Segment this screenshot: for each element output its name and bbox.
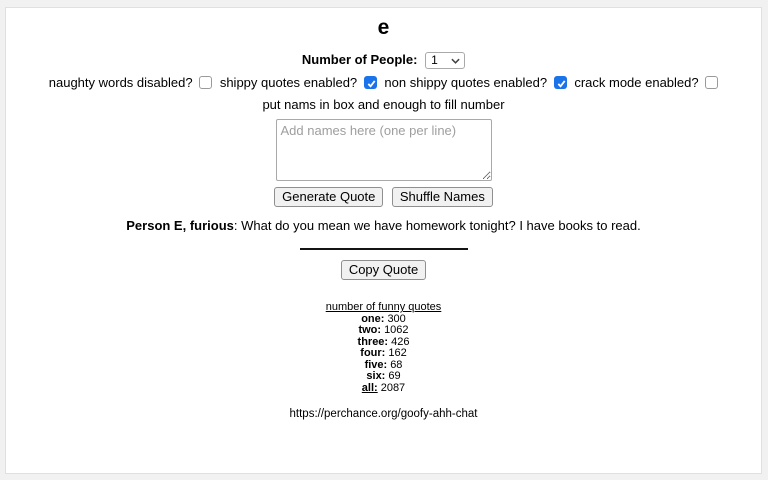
- stat-value: 69: [388, 370, 401, 383]
- quote-message: : What do you mean we have homework tonight? I have books to read.: [233, 218, 641, 234]
- stat-value: 1062: [384, 324, 409, 337]
- option-non-shippy-quotes: [384, 74, 566, 91]
- names-input-row: [6, 113, 761, 186]
- stat-label: four:: [360, 347, 386, 360]
- option-crack-mode: [574, 74, 718, 91]
- stat-label: one:: [361, 312, 385, 325]
- hint-text: put nams in box and enough to fill number: [262, 97, 505, 113]
- footer-url: https://perchance.org/goofy-ahh-chat: [289, 408, 478, 421]
- people-row: [6, 51, 761, 69]
- stat-row-all: [6, 383, 761, 395]
- action-buttons-row: [6, 187, 761, 207]
- quote-output: [6, 218, 761, 234]
- copy-row: [6, 260, 761, 280]
- option-label: non shippy quotes enabled?: [384, 75, 548, 91]
- stat-value: 68: [390, 358, 403, 371]
- quote-stats: [6, 302, 761, 394]
- stat-value: 300: [387, 312, 406, 325]
- naughty-words-checkbox[interactable]: [199, 76, 212, 89]
- names-input[interactable]: [276, 119, 492, 181]
- stat-label: six:: [366, 370, 386, 383]
- people-select[interactable]: [425, 52, 465, 69]
- option-label: naughty words disabled?: [48, 75, 193, 91]
- stat-value: 426: [391, 335, 410, 348]
- stat-label: all:: [361, 381, 378, 394]
- stat-value: 162: [388, 347, 407, 360]
- option-label: shippy quotes enabled?: [219, 75, 358, 91]
- non-shippy-quotes-checkbox[interactable]: [554, 76, 567, 89]
- generator-panel: [5, 7, 762, 474]
- chevron-down-icon: [451, 58, 460, 64]
- stat-row-six: [6, 371, 761, 383]
- option-label: crack mode enabled?: [574, 75, 699, 91]
- option-shippy-quotes: [220, 74, 377, 91]
- shippy-quotes-checkbox[interactable]: [364, 76, 377, 89]
- check-icon: [366, 78, 377, 89]
- options-row: [6, 74, 761, 91]
- option-naughty-words: [49, 74, 212, 91]
- stat-label: two:: [358, 324, 382, 337]
- stats-heading: number of funny quotes: [325, 301, 442, 314]
- quote-speaker: Person E, furious: [126, 218, 234, 234]
- divider-line: [300, 248, 468, 250]
- people-label: Number of People:: [301, 52, 418, 67]
- stat-label: three:: [357, 335, 389, 348]
- crack-mode-checkbox[interactable]: [705, 76, 718, 89]
- stat-label: five:: [364, 358, 388, 371]
- copy-quote-button[interactable]: Copy Quote: [341, 260, 426, 280]
- shuffle-names-button[interactable]: Shuffle Names: [392, 187, 493, 207]
- generate-quote-button[interactable]: Generate Quote: [274, 187, 383, 207]
- page-title: e: [377, 16, 390, 39]
- people-select-value: 1: [431, 53, 438, 68]
- check-icon: [556, 78, 567, 89]
- stat-value: 2087: [380, 381, 406, 394]
